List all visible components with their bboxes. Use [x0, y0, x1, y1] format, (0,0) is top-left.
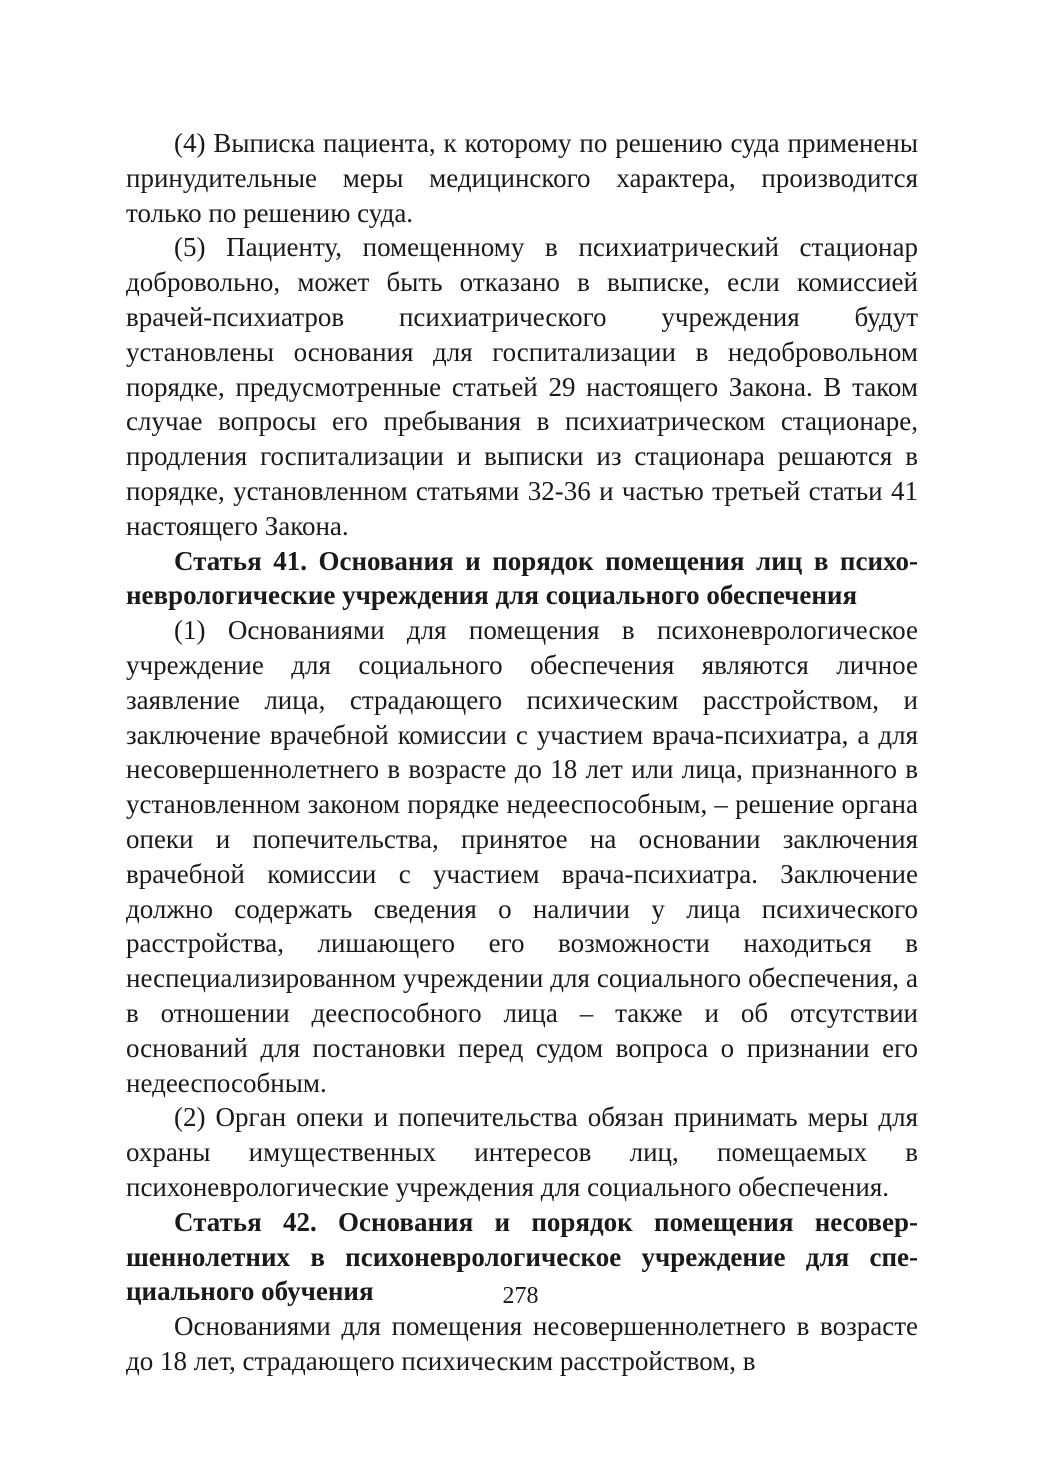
article-41-heading: Статья 41. Основания и порядок помещения лиц в психоневрологические учреждения для социального обеспечения	[126, 545, 918, 611]
paragraph-5: (5) Пациенту, помещенному в психиатрический стационар добровольно, может быть отказано в выписке, если комиссией врачей-психиатров психиатрического учреждения будут установлены основания для госпитализации в недобровольном порядке, предусмотренные статьей 29 настоящего Закона. В таком случае вопросы его пребывания в психиатрическом стационаре, продления госпитализации и выписки из стационара решаются в порядке, установленном статьями 32-36 и частью третьей статьи 41 настоящего Закона.	[126, 232, 918, 541]
article-42-paragraph-1: Основаниями для помещения несовершеннолетнего в возрасте до 18 лет, страдающего психическим расстройством, в	[126, 1311, 918, 1376]
paragraph-4: (4) Выписка пациента, к которому по решению суда применены принудительные меры медицинского характера, производится только по решению суда.	[126, 128, 918, 228]
article-41-paragraph-2: (2) Орган опеки и попечительства обязан принимать меры для охраны имущественных интересов лиц, помещаемых в психоневрологические учреждения для социального обеспечения.	[126, 1102, 918, 1202]
article-42-heading: Статья 42. Основания и порядок помещения несовершеннолетних в психоневрологическое учреждение для специального обучения	[126, 1206, 918, 1307]
article-41-paragraph-1: (1) Основаниями для помещения в психоневрологическое учреждение для социального обеспечения являются личное заявление лица, страдающего психическим расстройством, и заключение врачебной комиссии с участием врача-психиатра, а для несовершеннолетнего в возрасте до 18 лет или лица, признанного в установленном законом порядке недееспособным, – решение органа опеки и попечительства, принятое на основании заключения врачебной комиссии с участием врача-психиатра. Заключение должно содержать сведения о наличии у лица психического расстройства, лишающего его возможности находиться в неспециализированном учреждении для социального обеспечения, а в отношении дееспособного лица – также и об отсутствии оснований для постановки перед судом вопроса о признании его недееспособным.	[126, 615, 918, 1098]
page-number: 278	[502, 1283, 539, 1309]
page-body	[126, 126, 918, 1379]
